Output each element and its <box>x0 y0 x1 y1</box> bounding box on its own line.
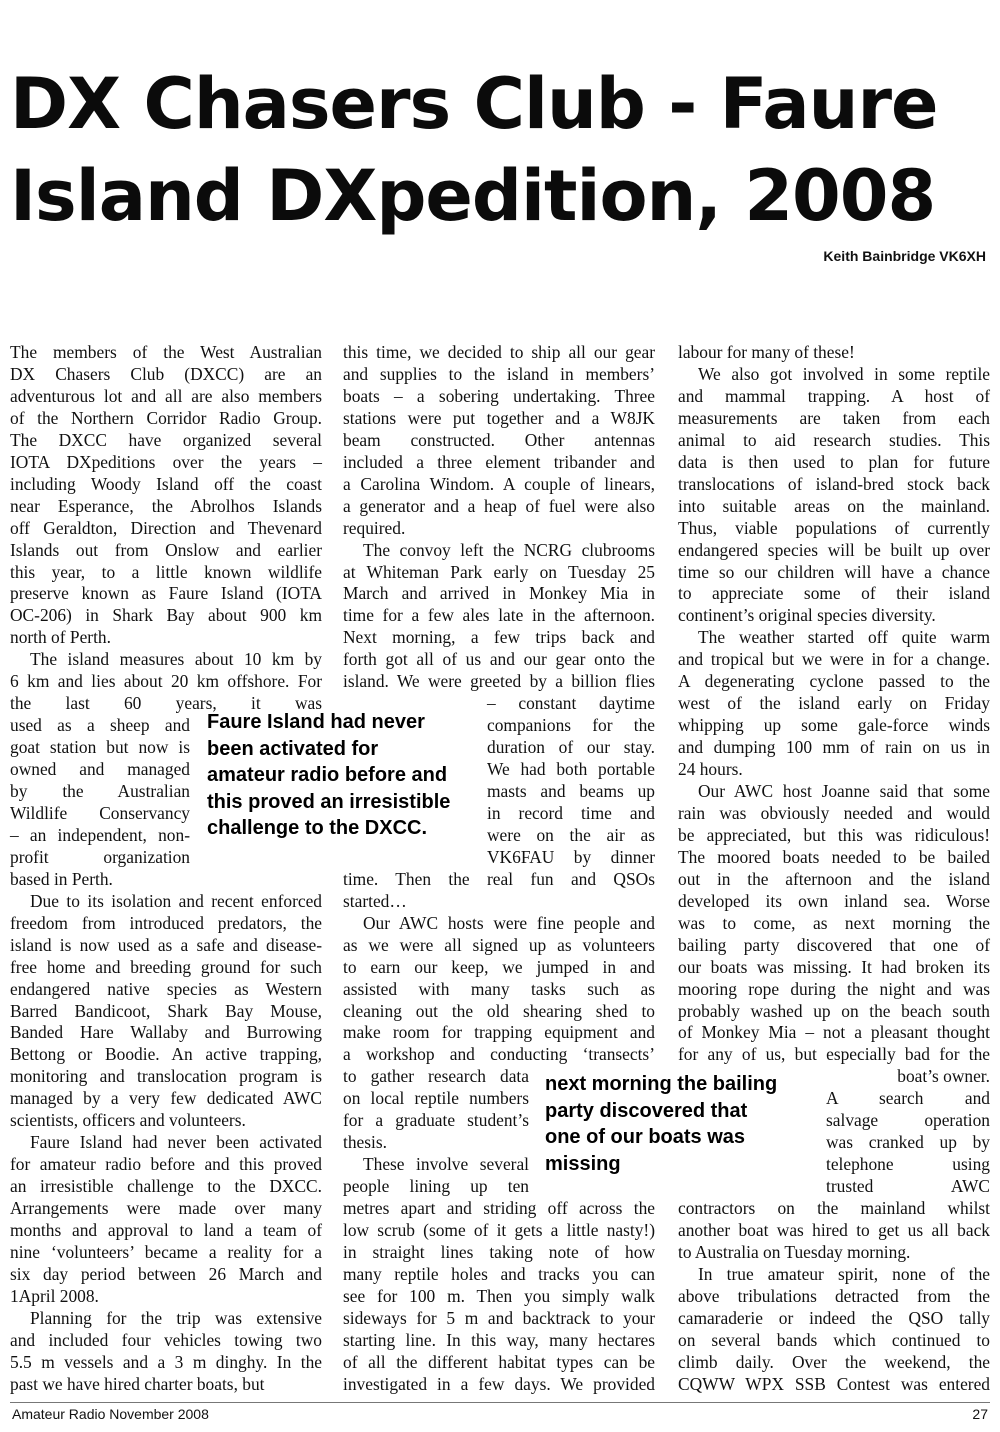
text-line: managed by a very few dedicated AWC <box>10 1088 322 1109</box>
text-line: near Esperance, the Abrolhos Islands <box>10 495 322 516</box>
text-line: island is now used as a safe and disease- <box>10 934 322 955</box>
text-line: animal to aid research studies. This <box>678 429 990 450</box>
text-line: Due to its isolation and recent enforced <box>30 890 322 911</box>
text-line: investigated in a few days. We provided <box>343 1373 655 1394</box>
text-line: DX Chasers Club (DXCC) are an <box>10 363 322 384</box>
text-line: was cranked up by <box>826 1132 990 1153</box>
text-line: island. We were greeted by a billion flies <box>343 671 655 692</box>
text-line: this year, to a little known wildlife <box>10 561 322 582</box>
text-line: to earn our keep, we jumped in and <box>343 956 655 977</box>
text-line: Arrangements were made over many <box>10 1198 322 1219</box>
text-line: on local reptile numbers <box>343 1088 529 1109</box>
text-line: for any of us, but especially bad for the <box>678 1044 990 1065</box>
pull-quote-line: challenge to the DXCC. <box>207 817 428 839</box>
text-line: an irresistible challenge to the DXCC. <box>10 1176 322 1197</box>
article-title <box>10 58 990 242</box>
text-line: beam constructed. Other antennas <box>343 429 655 450</box>
text-line: starting line. In this way, many hectares <box>343 1329 655 1350</box>
text-line: a workshop and conducting ‘transects’ <box>343 1044 655 1065</box>
text-line: The members of the West Australian <box>10 342 322 362</box>
text-line: of the Northern Corridor Radio Group. <box>10 407 322 428</box>
author-byline: Keith Bainbridge VK6XH <box>823 248 986 264</box>
text-line: by the Australian <box>10 781 190 801</box>
text-line: the last 60 years, it was <box>10 693 322 714</box>
text-line: The DXCC have organized several <box>10 429 322 450</box>
text-line: rain was obviously needed and would <box>678 802 990 823</box>
text-line: owned and managed <box>10 759 190 780</box>
text-line: monitoring and translocation program is <box>10 1066 322 1087</box>
text-line: continent’s original species diversity. <box>678 605 936 626</box>
text-line: The moored boats needed to be bailed <box>678 846 990 867</box>
text-line: adventurous lot and all are also members <box>10 385 322 406</box>
pull-quote-line: been activated for <box>207 737 379 760</box>
text-line: bailing party discovered that one of <box>678 934 990 955</box>
text-line: A search and <box>826 1088 990 1109</box>
text-line: another boat was hired to get us all back <box>678 1220 990 1240</box>
text-line: past we have hired charter boats, but <box>10 1373 265 1394</box>
text-line: out in the afternoon and the island <box>678 868 990 889</box>
text-line: started… <box>343 890 407 911</box>
text-line: labour for many of these! <box>678 342 855 362</box>
text-line: a Carolina Windom. A couple of linears, <box>343 473 655 494</box>
text-line: in record time and <box>487 802 655 823</box>
text-line: make room for trapping equipment and <box>343 1022 655 1043</box>
text-line: We had both portable <box>487 759 655 780</box>
text-line: six day period between 26 March and <box>10 1263 322 1284</box>
text-line: many reptile holes and tracks you can <box>343 1263 655 1284</box>
text-line: VK6FAU by dinner <box>487 846 655 867</box>
text-line: our boats was missing. It had broken its <box>678 956 990 977</box>
text-line: 1April 2008. <box>10 1285 99 1306</box>
text-line: forth got all of us and our gear onto the <box>343 649 655 670</box>
pull-quote-line: Faure Island had never <box>207 711 425 733</box>
text-line: sideways for 5 m and backtrack to your <box>343 1307 655 1328</box>
text-line: time. Then the real fun and QSOs <box>343 868 655 889</box>
text-line: free home and breeding ground for such <box>10 956 322 977</box>
text-line: for a graduate student’s <box>343 1110 529 1131</box>
text-line: climb daily. Over the weekend, the <box>678 1351 990 1372</box>
text-line: developed its own inland sea. Worse <box>678 890 990 911</box>
text-line: freedom from introduced predators, the <box>10 912 322 933</box>
text-line: months and approval to land a team of <box>10 1220 322 1240</box>
text-line: into suitable areas on the mainland. <box>678 495 990 516</box>
text-line: of Monkey Mia – not a pleasant thought <box>678 1022 990 1043</box>
text-line: Next morning, a few trips back and <box>343 627 655 648</box>
text-line: probably washed up on the beach south <box>678 1000 990 1021</box>
text-line: 6 km and lies about 20 km offshore. For <box>10 671 322 692</box>
text-line: required. <box>343 517 406 538</box>
text-line: time so our children will have a chance <box>678 561 990 582</box>
text-line: above tribulations detracted from the <box>678 1285 990 1306</box>
text-line: scientists, officers and volunteers. <box>10 1110 246 1131</box>
text-line: March and arrived in Monkey Mia in <box>343 583 655 604</box>
text-line: boats – a sobering undertaking. Three <box>343 385 655 406</box>
text-line: boat’s owner. <box>897 1066 990 1087</box>
text-line: including Woody Island off the coast <box>10 473 322 494</box>
text-line: telephone using <box>826 1154 990 1175</box>
text-line: contractors on the mainland whilst <box>678 1198 990 1219</box>
text-line: metres apart and striding off across the <box>343 1198 655 1219</box>
text-line: profit organization <box>10 846 190 867</box>
text-line: Barred Bandicoot, Shark Bay Mouse, <box>10 1000 322 1021</box>
text-line: to appreciate some of their island <box>678 583 990 604</box>
text-line: of all the different habitat types can be <box>343 1351 655 1372</box>
article-title-line-2: Island DXpedition, 2008 <box>10 155 936 237</box>
text-line: These involve several <box>363 1154 529 1175</box>
text-line: 5.5 m vessels and a 3 m dinghy. In the <box>10 1351 322 1372</box>
text-line: – an independent, non- <box>10 824 190 845</box>
text-line: based in Perth. <box>10 868 113 889</box>
text-line: The island measures about 10 km by <box>30 649 322 670</box>
text-line: measurements are taken from each <box>678 407 990 428</box>
text-line: CQWW WPX SSB Contest was entered <box>678 1373 990 1394</box>
pull-quote-line: this proved an irresistible <box>207 790 451 813</box>
text-line: IOTA DXpeditions over the years – <box>10 451 322 472</box>
text-line: trusted AWC <box>826 1176 990 1197</box>
text-line: – constant daytime <box>487 693 655 714</box>
text-line: north of Perth. <box>10 627 111 648</box>
text-line: was to come, as next morning the <box>678 912 990 933</box>
text-line: to Australia on Tuesday morning. <box>678 1241 911 1262</box>
text-line: on several bands which continued to <box>678 1329 990 1350</box>
text-line: endangered native species as Western <box>10 978 322 999</box>
text-line: west of the island early on Friday <box>678 693 990 714</box>
text-line: masts and beams up <box>487 781 655 801</box>
text-line: cleaning out the old shearing shed to <box>343 1000 655 1021</box>
text-line: companions for the <box>487 715 655 736</box>
pull-quote-line: missing <box>545 1152 621 1175</box>
text-line: Our AWC hosts were fine people and <box>363 912 655 933</box>
text-line: goat station but now is <box>10 737 190 758</box>
text-line: a generator and a heap of fuel were also <box>343 495 655 516</box>
text-line: Planning for the trip was extensive <box>30 1307 322 1328</box>
text-line: and supplies to the island in members’ <box>343 363 655 384</box>
text-line: thesis. <box>343 1132 387 1153</box>
text-line: We also got involved in some reptile <box>698 363 990 384</box>
text-line: The weather started off quite warm <box>698 627 990 648</box>
text-line: 24 hours. <box>678 759 743 780</box>
footer-page-number: 27 <box>972 1406 988 1422</box>
text-line: data is then used to plan for future <box>678 451 990 472</box>
article-title-line-1: DX Chasers Club - Faure <box>10 63 938 145</box>
text-line: Wildlife Conservancy <box>10 802 190 823</box>
text-line: assisted with many tasks such as <box>343 978 655 999</box>
pull-quote-line: party discovered that <box>545 1099 748 1122</box>
text-line: stations were put together and a W8JK <box>343 407 655 428</box>
pull-quote-line: next morning the bailing <box>545 1073 778 1095</box>
text-line: were on the air as <box>487 824 655 845</box>
text-line: at Whiteman Park early on Tuesday 25 <box>343 561 655 582</box>
text-line: In true amateur spirit, none of the <box>698 1263 990 1284</box>
text-line: time for a few ales late in the afternoon. <box>343 605 655 626</box>
text-line: included a three element tribander and <box>343 451 655 472</box>
text-line: OC-206) in Shark Bay about 900 km <box>10 605 322 626</box>
text-line: and mammal trapping. A host of <box>678 385 990 406</box>
text-line: to gather research data <box>343 1066 529 1087</box>
text-line: Islands out from Onslow and earlier <box>10 539 322 560</box>
text-line: for amateur radio before and this proved <box>10 1154 322 1175</box>
text-line: be appreciated, but this was ridiculous! <box>678 824 990 845</box>
text-line: and dumping 100 mm of rain on us in <box>678 737 990 758</box>
text-line: and included four vehicles towing two <box>10 1329 322 1350</box>
text-line: Bettong or Boodie. An active trapping, <box>10 1044 322 1065</box>
text-line: see for 100 m. Then you simply walk <box>343 1285 655 1306</box>
text-line: translocations of island-bred stock back <box>678 473 990 494</box>
text-line: Thus, viable populations of currently <box>678 517 990 538</box>
text-line: whipping up some gale-force winds <box>678 715 990 736</box>
text-line: mooring rope during the night and was <box>678 978 990 999</box>
pull-quote-line: one of our boats was <box>545 1126 746 1148</box>
text-line: low scrub (some of it gets a little nasty!) <box>343 1220 655 1240</box>
footer-publication: Amateur Radio November 2008 <box>12 1406 209 1422</box>
text-line: and tropical but we were in for a change. <box>678 649 990 670</box>
text-line: preserve known as Faure Island (IOTA <box>10 583 322 604</box>
footer-divider <box>10 1402 990 1403</box>
text-line: duration of our stay. <box>487 737 655 758</box>
text-line: The convoy left the NCRG clubrooms <box>363 539 655 560</box>
text-line: Faure Island had never been activated <box>30 1132 322 1153</box>
text-line: A degenerating cyclone passed to the <box>678 671 990 692</box>
text-line: Banded Hare Wallaby and Burrowing <box>10 1022 322 1043</box>
text-line: endangered species will be built up over <box>678 539 990 560</box>
text-line: this time, we decided to ship all our gear <box>343 342 655 362</box>
text-line: camaraderie or indeed the QSO tally <box>678 1307 990 1328</box>
text-line: people lining up ten <box>343 1176 529 1197</box>
text-line: as we were all signed up as volunteers <box>343 934 655 955</box>
text-line: salvage operation <box>826 1110 990 1131</box>
text-line: used as a sheep and <box>10 715 190 736</box>
text-line: nine ‘volunteers’ became a reality for a <box>10 1241 322 1262</box>
text-line: off Geraldton, Direction and Thevenard <box>10 517 322 538</box>
text-line: Our AWC host Joanne said that some <box>698 781 990 801</box>
text-line: in straight lines taking note of how <box>343 1241 655 1262</box>
pull-quote-line: amateur radio before and <box>207 764 448 786</box>
